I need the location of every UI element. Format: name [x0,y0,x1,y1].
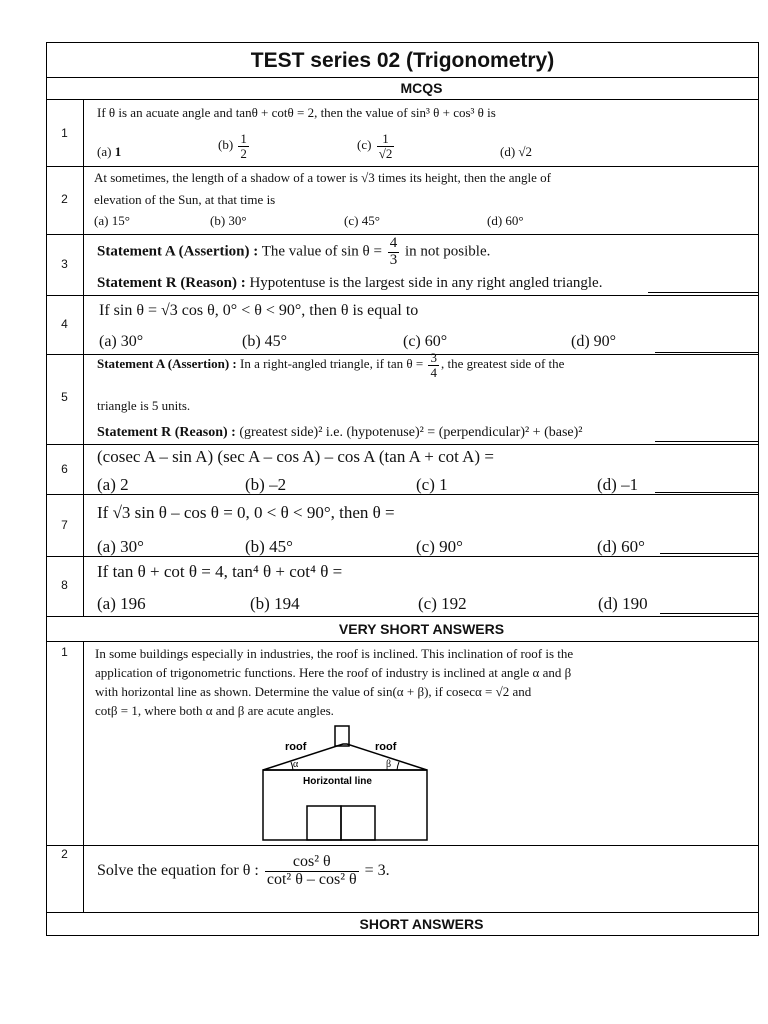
roof-right-label: roof [375,741,397,753]
option-b: (b) 45° [242,333,288,350]
divider [46,295,759,296]
question-number: 2 [61,192,68,206]
option-a: (a) 30° [99,333,144,350]
option-c: (c) 60° [403,333,448,350]
door-left [307,806,341,840]
number-column-line [83,99,84,616]
option-a: (a) 2 [97,475,129,494]
door-right [341,806,375,840]
option-d: (d) –1 [597,475,639,494]
question-5-assertion: Statement A (Assertion) : In a right-angled triangle, if tan θ = $\frac{3}{4}$ , the greatest side of the [97,350,565,380]
alpha-label: α [293,759,299,770]
divider [46,234,759,235]
divider [46,556,759,557]
option-c: (c) 1 [416,475,448,494]
divider [46,912,759,913]
answer-line [648,292,759,293]
question-number: 1 [61,645,68,659]
fraction: $\frac{\text{cos² θ}}{\text{cot² θ – cos² θ}}$ [266,853,357,888]
beta-label: β [386,759,392,770]
question-8-stem: If tan θ + cot θ = 4, tan⁴ θ + cot⁴ θ = [97,562,343,581]
option-d: (d) √2 [500,144,533,159]
divider [46,616,759,617]
question-1-stem [97,105,496,121]
vsa-2-equation: Solve the equation for θ : $\frac{\text{cos² θ}}{\text{cot² θ – cos² θ}}$ = 3. [97,853,390,888]
question-number: 7 [61,518,68,532]
option-d: (d) 60° [597,537,645,556]
divider [46,641,759,642]
answer-line [670,234,759,235]
roof-left-label: roof [285,741,307,753]
option-a: (a) 196 [97,594,146,613]
number-column-line [83,641,84,912]
fraction: $\frac{1}{√2}$ [378,131,393,161]
answer-line [655,441,759,442]
stem-text: is [487,105,496,120]
stem-text: If θ is an acuate angle and tanθ + cotθ = 2, then the value of [97,105,408,120]
option-b: (b) 30° [210,213,247,228]
answer-line [555,99,759,100]
option-d: (d) 90° [571,333,617,350]
option-a: (a) 15° [94,213,130,228]
answer-line [655,492,759,493]
vsa-1-line: cotβ = 1, where both α and β are acute angles. [95,703,334,718]
option-b: (b) $\frac{1}{2}$ [218,131,247,161]
divider [46,444,759,445]
question-3-assertion: Statement A (Assertion) : The value of sin θ = $\frac{4}{3}$ in not posible. [97,235,491,268]
answer-line [660,613,759,614]
roof-diagram [255,722,435,842]
vsa-1-line: In some buildings especially in industries, the roof is inclined. This inclination of roof is the [95,646,574,661]
beta-arc [397,762,399,770]
question-number: 6 [61,462,68,476]
chimney [335,726,349,746]
divider [46,494,759,495]
question-3-reason: Statement R (Reason) : Hypotentuse is the largest side in any right angled triangle. [97,275,603,291]
option-b: (b) 194 [250,594,300,613]
option-c: (c) 45° [344,213,380,228]
vsa-1-line: with horizontal line as shown. Determine the value of sin(α + β), if cosecα = √2 and [95,684,532,699]
question-2-stem-line2: elevation of the Sun, at that time is [94,192,276,207]
section-heading-mcqs: MCQS [400,80,443,96]
question-5-assertion-line2: triangle is 5 units. [97,398,191,413]
question-6-stem: (cosec A – sin A) (sec A – cos A) – cos A (tan A + cot A) = [97,447,494,466]
answer-line [660,553,759,554]
option-a: (a) 1 [97,144,122,159]
answer-line [598,166,759,167]
question-number: 5 [61,390,68,404]
math-expression: sin³ θ + cos³ θ [410,105,484,120]
vsa-1-line: application of trigonometric functions. Here the roof of industry is inclined at angle α and β [95,665,572,680]
question-4-stem: If sin θ = √3 cos θ, 0° < θ < 90°, then θ is equal to [99,302,419,319]
option-d: (d) 190 [598,594,648,613]
section-heading-short: SHORT ANSWERS [359,916,484,932]
fraction: $\frac{1}{2}$ [240,131,247,161]
option-c: (c) 90° [416,537,463,556]
question-number: 8 [61,578,68,592]
fraction: $\frac{3}{4}$ [430,350,437,380]
page-title: TEST series 02 (Trigonometry) [250,49,555,72]
question-number: 4 [61,317,68,331]
question-7-stem: If √3 sin θ – cos θ = 0, 0 < θ < 90°, then θ = [97,503,395,522]
question-5-reason: Statement R (Reason) : (greatest side)² i.e. (hypotenuse)² = (perpendicular)² + (base)² [97,425,583,440]
option-b: (b) 45° [245,537,293,556]
option-b: (b) –2 [245,475,287,494]
divider [46,77,759,78]
answer-line [655,352,759,353]
question-number: 1 [61,126,68,140]
question-number: 2 [61,847,68,861]
answer-line [435,845,759,846]
option-a: (a) 30° [97,537,144,556]
section-heading-very-short: VERY SHORT ANSWERS [338,621,505,637]
horizontal-line-label: Horizontal line [303,776,372,787]
question-2-stem-line1: At sometimes, the length of a shadow of a tower is √3 times its height, then the angle of [94,170,551,185]
option-c: (c) $\frac{1}{√2}$ [357,131,393,161]
question-number: 3 [61,257,68,271]
option-d: (d) 60° [487,213,524,228]
fraction: $\frac{4}{3}$ [389,235,398,268]
option-c: (c) 192 [418,594,467,613]
